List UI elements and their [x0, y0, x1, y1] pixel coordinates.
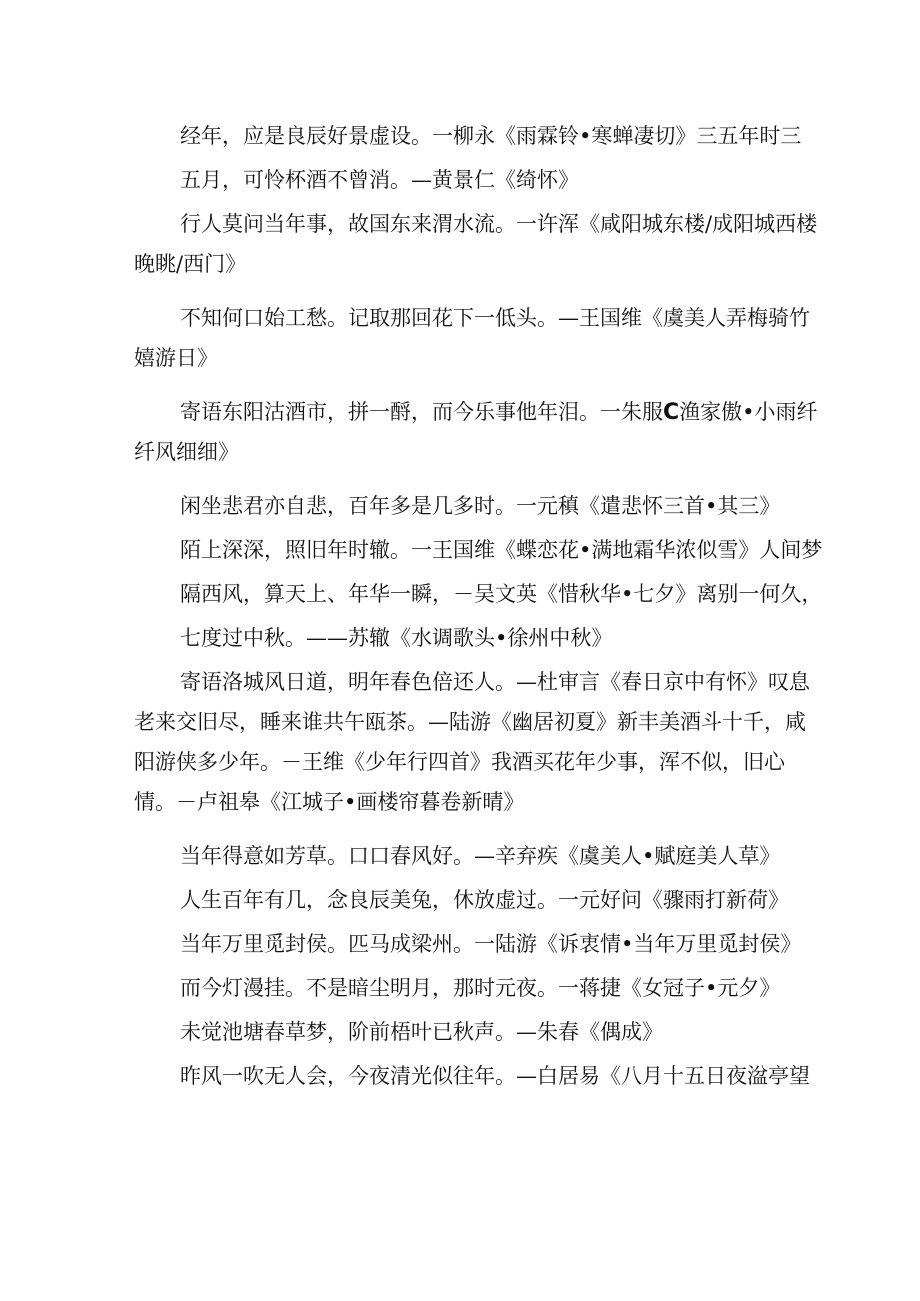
text-line: 情。－卢祖皋《江城子•画楼帘暮卷新晴》 [134, 790, 525, 814]
text-line: 行人莫问当年事，故国东来渭水流。一许浑《咸阳城东楼/成阳城西楼 [180, 212, 818, 236]
text-line: 闲坐悲君亦自悲，百年多是几多时。一元稹《遣悲怀三首•其三》 [180, 494, 781, 518]
text-line: 嬉游日》 [134, 346, 218, 370]
text-segment: 渔家傲•小雨纤 [679, 400, 818, 424]
ocr-artifact-letter: C [663, 400, 680, 425]
text-line [134, 392, 818, 432]
text-line: 晚眺/西门》 [134, 252, 247, 276]
text-line: 寄语洛城风日道，明年春色倍还人。—杜审言《春日京中有怀》叹息 [180, 670, 810, 694]
text-line: 人生百年有几，念良辰美兔，休放虚过。一元好问《骤雨打新荷》 [180, 888, 789, 912]
text-segment: 寄语东阳沽酒市，拼一酹，而今乐事他年泪。一朱服 [180, 400, 663, 424]
text-line: 老来交旧尽，睡来谁共午瓯茶。—陆游《幽居初夏》新丰美酒斗十千，咸 [134, 710, 806, 734]
text-line: 纤风细细》 [134, 440, 239, 464]
text-line: 五月，可怜杯酒不曾消。—黄景仁《绮怀》 [180, 168, 579, 192]
poem-quote-list [134, 116, 823, 1096]
text-line: 而今灯漫挂。不是暗尘明月，那时元夜。一蒋捷《女冠子•元夕》 [180, 976, 781, 1000]
text-line: 当年得意如芳草。口口春风好。—辛弃疾《虞美人•赋庭美人草》 [180, 844, 781, 868]
text-line: 七度过中秋。——苏辙《水调歌头•徐州中秋》 [180, 626, 613, 650]
text-line: 当年万里觅封侯。匹马成梁州。一陆游《诉衷情•当年万里觅封侯》 [180, 932, 802, 956]
text-line: 陌上深深，照旧年时辙。一王国维《蝶恋花•满地霜华浓似雪》人间梦 [180, 538, 823, 562]
text-line: 昨风一吹无人会，今夜清光似往年。—白居易《八月十五日夜湓亭望 [180, 1064, 810, 1088]
text-line: 未觉池塘春草梦，阶前梧叶已秋声。—朱春《偶成》 [180, 1020, 663, 1044]
text-line: 隔西风，算天上、年华一瞬，－吴文英《惜秋华•七夕》离别一何久， [180, 582, 823, 606]
text-line: 经年，应是良辰好景虚设。一柳永《雨霖铃•寒蝉凄切》三五年时三 [180, 124, 802, 148]
text-line: 阳游侠多少年。－王维《少年行四首》我酒买花年少事，浑不似，旧心 [134, 750, 785, 774]
text-line: 不知何口始工愁。记取那回花下一低头。—王国维《虞美人弄梅骑竹 [180, 306, 810, 330]
